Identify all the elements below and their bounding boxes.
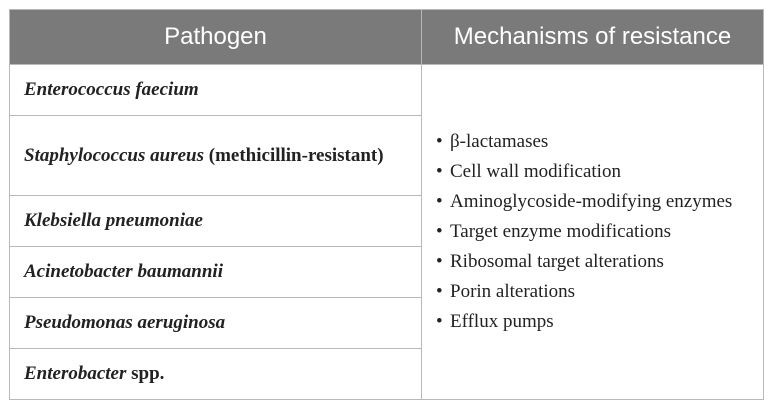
list-item xyxy=(436,217,753,247)
bullet-icon: • xyxy=(436,311,443,332)
pathogen-suffix: spp. xyxy=(126,363,165,384)
list-item xyxy=(436,277,753,307)
bullet-icon: • xyxy=(436,221,443,242)
bullet-icon: • xyxy=(436,251,443,272)
pathogen-cell xyxy=(10,65,422,116)
header-pathogen: Pathogen xyxy=(10,10,422,65)
mechanism-text: Aminoglycoside-modifying enzymes xyxy=(450,191,733,212)
pathogen-name: Pseudomonas aeruginosa xyxy=(24,312,226,333)
mechanisms-cell xyxy=(422,65,764,400)
pathogen-cell xyxy=(10,247,422,298)
pathogen-cell xyxy=(10,116,422,196)
list-item xyxy=(436,307,753,337)
pathogen-cell xyxy=(10,196,422,247)
mechanism-text: Ribosomal target alterations xyxy=(450,251,664,272)
bullet-icon: • xyxy=(436,161,443,182)
mechanism-text: Target enzyme modifications xyxy=(450,221,671,242)
bullet-icon: • xyxy=(436,191,443,212)
list-item xyxy=(436,247,753,277)
resistance-table xyxy=(9,9,764,400)
pathogen-name: Klebsiella pneumoniae xyxy=(24,210,203,231)
bullet-icon: • xyxy=(436,281,443,302)
mechanism-text: β-lactamases xyxy=(450,131,549,152)
header-row xyxy=(10,10,764,65)
mechanism-text: Efflux pumps xyxy=(450,311,554,332)
pathogen-name: Staphylococcus aureus xyxy=(24,144,204,166)
pathogen-name: Acinetobacter baumannii xyxy=(24,261,223,282)
pathogen-suffix: (methicillin-resistant) xyxy=(204,144,384,166)
list-item xyxy=(436,187,753,217)
pathogen-name: Enterococcus faecium xyxy=(24,79,199,100)
mechanism-text: Cell wall modification xyxy=(450,161,621,182)
list-item xyxy=(436,127,753,157)
table-row xyxy=(10,65,764,116)
pathogen-cell xyxy=(10,349,422,400)
pathogen-name: Enterobacter xyxy=(24,363,127,384)
bullet-icon: • xyxy=(436,131,443,152)
pathogen-cell xyxy=(10,298,422,349)
list-item xyxy=(436,157,753,187)
mechanisms-list xyxy=(436,127,753,337)
mechanism-text: Porin alterations xyxy=(450,281,576,302)
header-mechanisms: Mechanisms of resistance xyxy=(422,10,764,65)
